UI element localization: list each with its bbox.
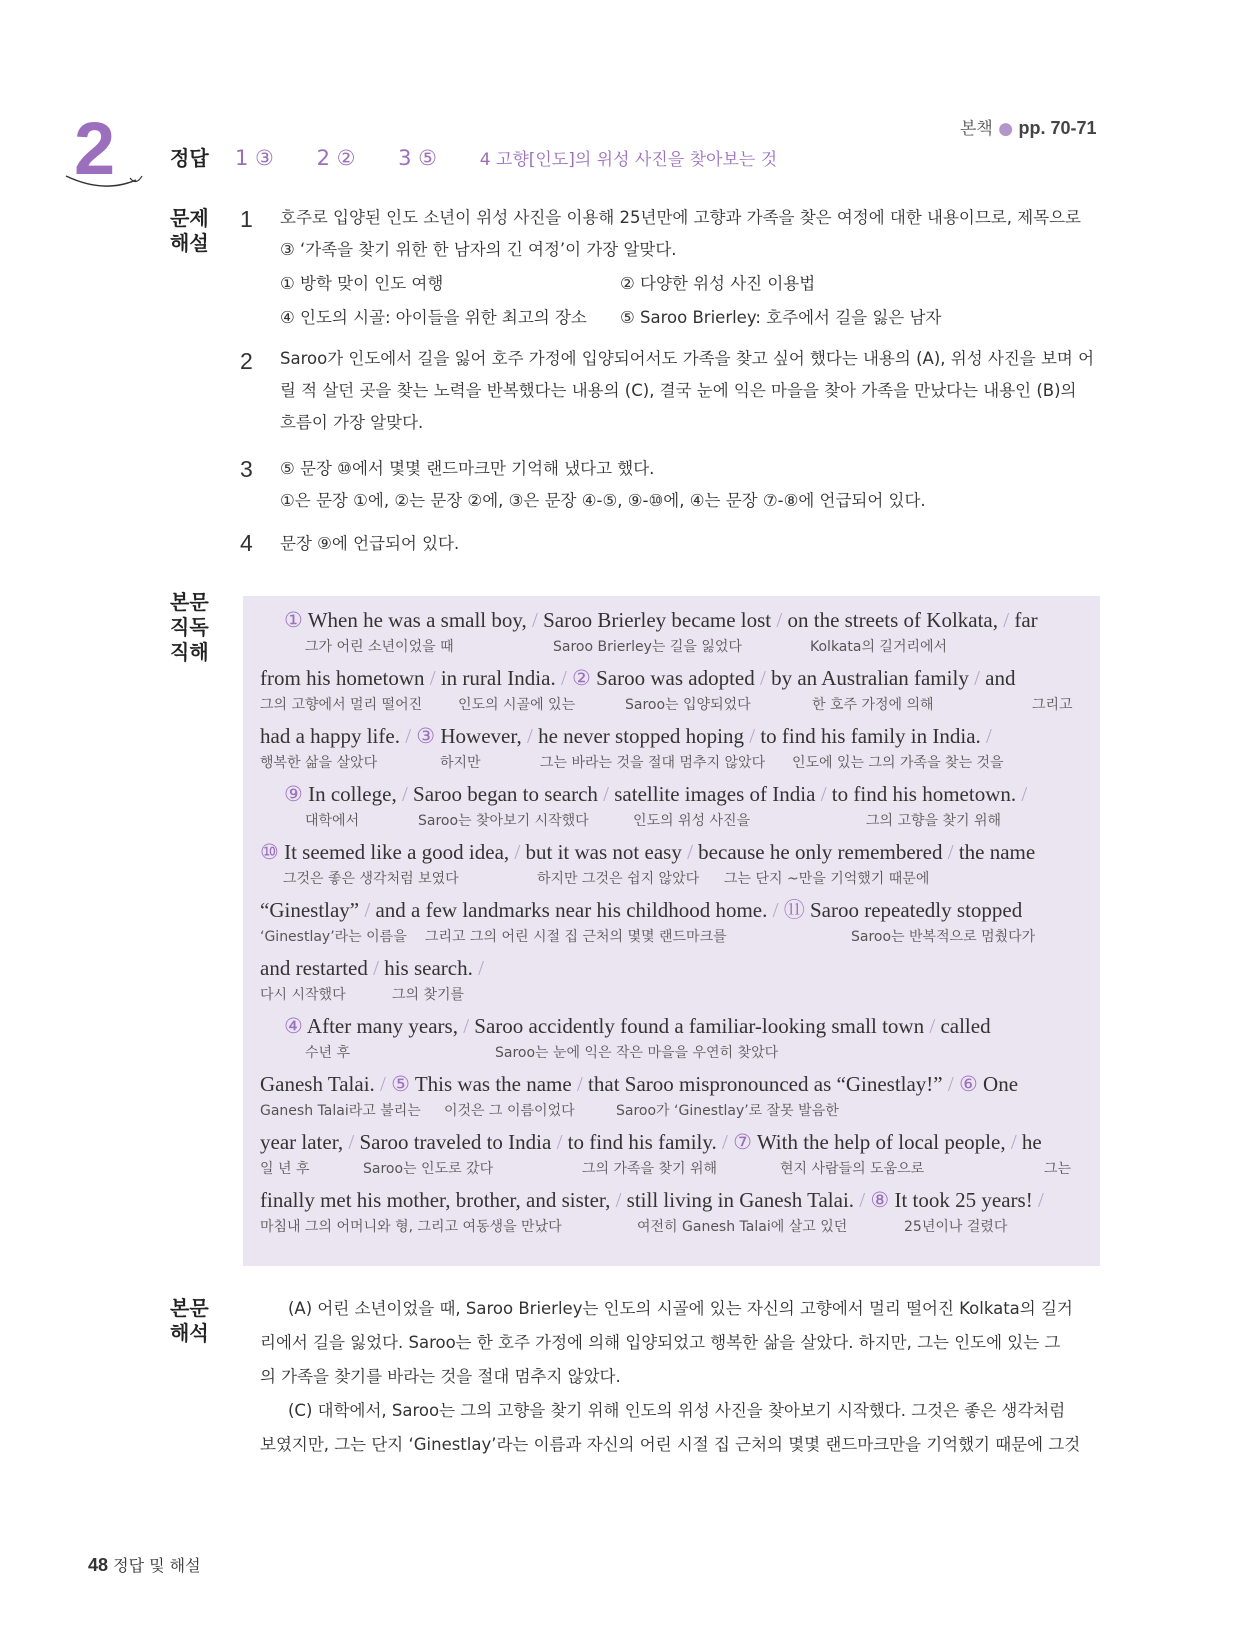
eng-line-11: finally met his mother, brother, and sister, / still living in Ganesh Talai. / ⑧ It took 25 years! / [260,1188,1044,1212]
answer-4: 4 고향[인도]의 위성 사진을 찾아보는 것 [479,150,778,170]
eng-line-1: ① When he was a small boy, / Saroo Brierley became lost / on the streets of Kolkata, / far [284,608,1038,632]
kor-6-1: ‘Ginestlay’라는 이름을 [260,929,407,945]
page-footer [88,1553,201,1576]
kor-4-3: 인도의 위성 사진을 [633,813,751,829]
kor-10-2: Saroo는 인도로 갔다 [363,1161,494,1177]
answer-2: 2 ② [316,146,356,170]
kor-10-4: 현지 사람들의 도움으로 [780,1161,925,1177]
answer-label: 정답 [170,146,209,170]
kor-11-3: 25년이나 걸렸다 [904,1219,1008,1235]
kor-4-1: 대학에서 [305,813,360,829]
kor-2-3: Saroo는 입양되었다 [625,697,751,713]
q1-option-2: ② 다양한 위성 사진 이용법 [620,274,816,293]
page-ref-pages: pp. 70-71 [1018,118,1097,138]
bullet-dot-icon: ● [998,119,1014,139]
answer-list [235,145,813,170]
kor-1-1: 그가 어린 소년이었을 때 [305,639,454,655]
translation-line-2: 리에서 길을 잃었다. Saroo는 한 호주 가정에 의해 입양되었고 행복한 삶을 살았다. 하지만, 그는 인도에 있는 그 [260,1333,1061,1352]
kor-5-3: 그는 단지 ~만을 기억했기 때문에 [724,871,930,887]
eng-line-7: and restarted / his search. / [260,956,484,980]
problem-number: 2 [74,107,116,190]
page-ref-prefix: 본책 [960,119,993,139]
eng-line-8: ④ After many years, / Saroo accidently found a familiar-looking small town / called [284,1014,991,1038]
kor-3-3: 그는 바라는 것을 절대 멈추지 않았다 [540,755,766,771]
q4-text: 문장 ⑨에 언급되어 있다. [280,534,460,553]
translation-line-4: (C) 대학에서, Saroo는 그의 고향을 찾기 위해 인도의 위성 사진을 찾아보기 시작했다. 그것은 좋은 생각처럼 [288,1401,1066,1420]
kor-11-1: 마침내 그의 어머니와 형, 그리고 여동생을 만났다 [260,1219,562,1235]
eng-line-4: ⑨ In college, / Saroo began to search / satellite images of India / to find his hometown. / [284,782,1028,806]
kor-2-1: 그의 고향에서 멀리 떨어진 [260,697,423,713]
answer-1: 1 ③ [235,146,274,170]
kor-10-5: 그는 [1044,1161,1072,1177]
kor-11-2: 여전히 Ganesh Talai에 살고 있던 [637,1219,848,1235]
kor-4-2: Saroo는 찾아보기 시작했다 [418,813,589,829]
kor-10-3: 그의 가족을 찾기 위해 [582,1161,718,1177]
q2-text: Saroo가 인도에서 길을 잃어 호주 가정에 입양되어서도 가족을 찾고 싶어 했다는 내용의 (A), 위성 사진을 보며 어릴 적 살던 곳을 찾는 노력을 반복했다는 내용의 (C), 결국 눈에 익은 마을을 찾아 가족을 만났다는 내용인 (B)의 흐름이 가장 알맞다. [280,349,1095,432]
footer-text: 정답 및 해설 [113,1556,201,1575]
q3-number: 3 [240,456,253,482]
kor-10-1: 일 년 후 [260,1161,310,1177]
kor-3-2: 하지만 [440,755,481,771]
swoosh-decoration-icon [64,172,144,192]
kor-5-2: 하지만 그것은 쉽지 않았다 [537,871,700,887]
kor-2-5: 그리고 [1032,697,1073,713]
kor-1-2: Saroo Brierley는 길을 잃었다 [553,639,742,655]
eng-line-5: ⑩ It seemed like a good idea, / but it was not easy / because he only remembered / the name [260,840,1036,864]
kor-3-4: 인도에 있는 그의 가족을 찾는 것을 [792,755,1004,771]
q3-line-2: ①은 문장 ①에, ②는 문장 ②에, ③은 문장 ④-⑤, ⑨-⑩에, ④는 문장 ⑦-⑧에 언급되어 있다. [280,491,926,510]
kor-4-4: 그의 고향을 찾기 위해 [866,813,1002,829]
translation-line-5: 보였지만, 그는 단지 ‘Ginestlay’라는 이름과 자신의 어린 시절 집 근처의 몇몇 랜드마크만을 기억했기 때문에 그것 [260,1435,1081,1454]
q1-option-5: ⑤ Saroo Brierley: 호주에서 길을 잃은 남자 [620,308,942,327]
kor-7-2: 그의 찾기를 [392,987,465,1003]
q2-number: 2 [240,348,253,374]
kor-8-2: Saroo는 눈에 익은 작은 마을을 우연히 찾았다 [495,1045,779,1061]
q1-text: 호주로 입양된 인도 소년이 위성 사진을 이용해 25년만에 고향과 가족을 찾은 여정에 대한 내용이므로, 제목으로 ③ ‘가족을 찾기 위한 한 남자의 긴 여정’이 가장 알맞다. [280,208,1081,259]
kor-3-1: 행복한 삶을 살았다 [260,755,378,771]
eng-line-6: “Ginestlay” / and a few landmarks near his childhood home. / ⑪ Saroo repeatedly stopped [260,898,1023,922]
kor-6-2: 그리고 그의 어린 시절 집 근처의 몇몇 랜드마크를 [425,929,727,945]
q4-number: 4 [240,530,253,556]
eng-line-10: year later, / Saroo traveled to India / to find his family. / ⑦ With the help of local people, / he [260,1130,1042,1154]
q3-line-1: ⑤ 문장 ⑩에서 몇몇 랜드마크만 기억해 냈다고 했다. [280,459,655,478]
translation-line-1: (A) 어린 소년이었을 때, Saroo Brierley는 인도의 시골에 있는 자신의 고향에서 멀리 떨어진 Kolkata의 길거 [288,1299,1073,1318]
kor-1-3: Kolkata의 길거리에서 [810,639,948,655]
kor-2-4: 한 호주 가정에 의해 [812,697,934,713]
eng-line-2: from his hometown / in rural India. / ② Saroo was adopted / by an Australian family / and [260,666,1016,690]
kor-6-3: Saroo는 반복적으로 멈췄다가 [851,929,1036,945]
kor-9-2: 이것은 그 이름이었다 [444,1103,575,1119]
reading-label: 본문 직독 직해 [170,590,209,664]
explain-label: 문제 해설 [170,206,209,255]
page-number: 48 [88,1555,109,1575]
kor-5-1: 그것은 좋은 생각처럼 보였다 [283,871,459,887]
page-reference [960,114,1097,139]
translation-line-3: 의 가족을 찾기를 바라는 것을 절대 멈추지 않았다. [260,1367,621,1386]
q1-option-1: ① 방학 맞이 인도 여행 [280,274,444,293]
kor-9-3: Saroo가 ‘Ginestlay’로 잘못 발음한 [616,1103,839,1119]
kor-7-1: 다시 시작했다 [260,987,346,1003]
translation-label: 본문 해석 [170,1296,209,1345]
eng-line-3: had a happy life. / ③ However, / he never stopped hoping / to find his family in India. / [260,724,992,748]
q1-option-4: ④ 인도의 시골: 아이들을 위한 최고의 장소 [280,308,587,327]
translation-text [260,1292,1100,1462]
q1-number: 1 [240,206,253,232]
kor-2-2: 인도의 시골에 있는 [458,697,576,713]
eng-line-9: Ganesh Talai. / ⑤ This was the name / that Saroo mispronounced as “Ginestlay!” / ⑥ One [260,1072,1019,1096]
kor-9-1: Ganesh Talai라고 불리는 [260,1103,421,1119]
kor-8-1: 수년 후 [305,1045,351,1061]
answer-3: 3 ⑤ [398,146,437,170]
